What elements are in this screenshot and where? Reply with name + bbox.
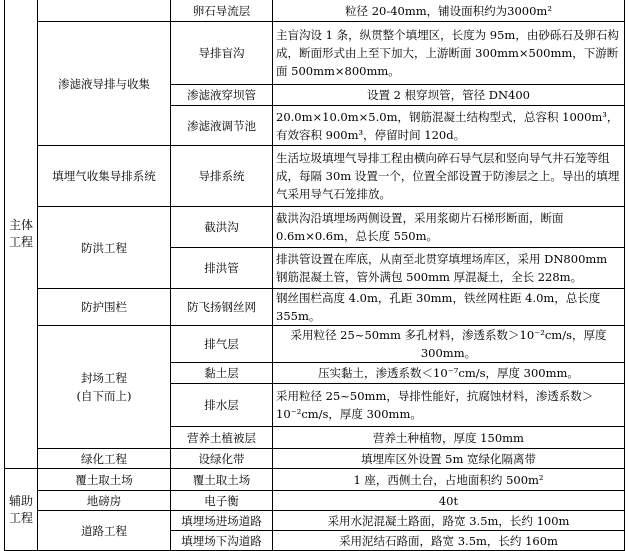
table-row	[5, 0, 625, 22]
desc-cell: 截洪沟沿填埋场两侧设置，采用浆砌片石梯形断面，断面 0.6m×0.6m，总长度 550m。	[273, 207, 625, 248]
item-cell: 排水层	[171, 384, 273, 427]
desc-cell: 营养土种植物，厚度 150mm	[273, 427, 625, 449]
item-cell: 营养土植被层	[171, 427, 273, 449]
desc-cell: 1 座，西侧土台，占地面积约 500m²	[273, 469, 625, 491]
desc-cell: 20.0m×10.0m×5.0m，钢筋混凝土结构型式，总容积 1000m³，有效容积 900m³，停留时间 120d。	[273, 106, 625, 146]
item-cell: 排气层	[171, 326, 273, 363]
table-row	[5, 511, 625, 531]
group-cell: 绿化工程	[38, 449, 171, 469]
item-cell: 电子衡	[171, 491, 273, 511]
group-title: 封场工程	[81, 371, 127, 385]
item-cell: 排洪管	[171, 248, 273, 289]
desc-cell: 填埋库区外设置 5m 宽绿化隔离带	[273, 449, 625, 469]
desc-cell: 40t	[273, 491, 625, 511]
desc-cell: 主盲沟设 1 条，纵贯整个填埋区，长度为 95m，由砂砾石及卵石构成，断面形式由上至下加大，上游断面 300mm×500mm，下游断面 500mm×800mm。	[273, 22, 625, 85]
desc-cell: 采用粒径 25~50mm 多孔材料，渗透系数＞10⁻²cm/s，厚度 300mm。	[273, 326, 625, 363]
table-row	[5, 22, 625, 85]
group-cell: 防护围栏	[38, 289, 171, 326]
item-cell: 填埋场下沟道路	[171, 531, 273, 551]
item-cell: 渗滤液穿坝管	[171, 85, 273, 106]
desc-cell: 生活垃圾填埋气导排工程由横向碎石导气层和竖向导气井石笼等组成，每隔 30m 设置一个，位置全部设置于防渗层之上。导出的填埋气采用导气石笼排放。	[273, 146, 625, 207]
group-cell: 覆土取土场	[38, 469, 171, 491]
category-aux: 辅助工程	[5, 469, 38, 551]
desc-cell: 设置 2 根穿坝管，管径 DN400	[273, 85, 625, 106]
item-cell: 导排盲沟	[171, 22, 273, 85]
item-cell: 设绿化带	[171, 449, 273, 469]
item-cell: 防飞扬钢丝网	[171, 289, 273, 326]
group-subtitle: (自下而上)	[76, 389, 132, 403]
table-row	[5, 491, 625, 511]
table-row	[5, 207, 625, 248]
group-cell: 填埋气收集导排系统	[38, 146, 171, 207]
desc-cell: 采用泥结石路面，路宽 3.5m，长约 160m	[273, 531, 625, 551]
desc-cell: 排洪管设置在库底，从南至北贯穿填埋场库区，采用 DN800mm 钢筋混凝土管，管外满包 500mm 厚混凝土，全长 228m。	[273, 248, 625, 289]
item-cell: 填埋场进场道路	[171, 511, 273, 531]
group-cell: 渗滤液导排与收集	[38, 22, 171, 146]
item-cell: 黏土层	[171, 363, 273, 384]
group-cell: 防洪工程	[38, 207, 171, 289]
group-cell-empty	[38, 0, 171, 22]
desc-cell: 采用水泥混凝土路面，路宽 3.5m，长约 100m	[273, 511, 625, 531]
item-cell: 覆土取土场	[171, 469, 273, 491]
item-cell: 导排系统	[171, 146, 273, 207]
table-row	[5, 289, 625, 326]
project-table	[4, 0, 625, 551]
item-cell: 渗滤液调节池	[171, 106, 273, 146]
desc-cell: 压实黏土，渗透系数＜10⁻⁷cm/s，厚度 300mm。	[273, 363, 625, 384]
desc-cell: 采用粒径 25~50mm，导排性能好，抗腐蚀材料，渗透系数＞10⁻²cm/s，厚度 300mm。	[273, 384, 625, 427]
group-cell: 地磅房	[38, 491, 171, 511]
desc-cell: 钢丝围栏高度 4.0m，孔距 30mm，铁丝网柱距 4.0m，总长度 355m。	[273, 289, 625, 326]
table-row	[5, 326, 625, 363]
table-row	[5, 449, 625, 469]
item-cell: 卵石导流层	[171, 0, 273, 22]
group-cell	[38, 326, 171, 449]
category-main: 主体工程	[5, 0, 38, 469]
desc-cell: 粒径 20-40mm，铺设面积约为3000m²	[273, 0, 625, 22]
table-row	[5, 146, 625, 207]
group-cell: 道路工程	[38, 511, 171, 551]
item-cell: 截洪沟	[171, 207, 273, 248]
table-row	[5, 469, 625, 491]
